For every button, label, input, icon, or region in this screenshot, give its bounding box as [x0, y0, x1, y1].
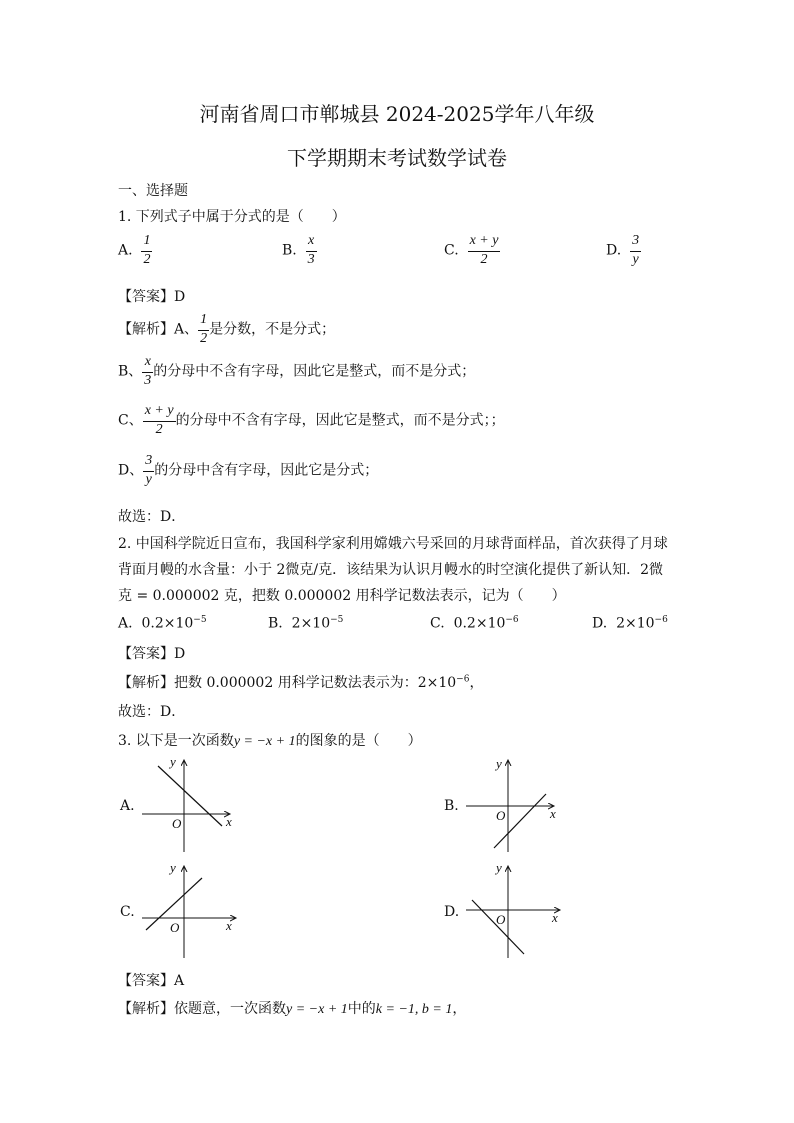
- x-label: x: [550, 806, 556, 821]
- y-label: y: [170, 754, 176, 769]
- origin-label: O: [496, 912, 506, 927]
- function-line: [158, 766, 222, 826]
- q2-analysis: 【解析】把数 0.000002 用科学记数法表示为：$2\times 10^{-6}$，: [118, 674, 484, 691]
- q2-stem-line2: 背面月幔的水含量：小于 2微克/克．该结果为认识月幔水的时空演化提供了新认知．2微: [118, 562, 663, 578]
- q2-option-d: D. $2\times 10^{-6}$: [592, 615, 668, 632]
- q3-graph-d: [460, 858, 570, 958]
- section-heading: 一、选择题: [118, 183, 188, 199]
- q1-answer: 【答案】D: [118, 289, 186, 305]
- x-label: x: [552, 910, 558, 925]
- q1-stem: 1. 下列式子中属于分式的是（ ）: [118, 209, 346, 225]
- q2-option-b: B. $2\times 10^{-5}$: [268, 615, 344, 632]
- q3-graph-b: [460, 752, 570, 852]
- page-title-line1: 河南省周口市郸城县 2024-2025学年八年级: [199, 102, 595, 126]
- q2-answer: 【答案】D: [118, 646, 186, 662]
- q3-graph-a: [136, 752, 246, 852]
- y-label: y: [496, 756, 502, 771]
- q3-option-c-label: C.: [120, 904, 135, 920]
- q1-analysis-d: D、 $\frac{3}{y}$ 的分母中含有字母，因此它是分式；: [118, 453, 379, 487]
- y-label: y: [170, 860, 176, 875]
- q3-option-b-label: B.: [444, 798, 459, 814]
- q1-option-b: B. $\frac{x}{3}$: [282, 233, 315, 267]
- q3-graph-c: [136, 858, 246, 958]
- q3-answer: 【答案】A: [118, 973, 185, 989]
- q2-stem-line3: 克 = 0.000002 克，把数 0.000002 用科学记数法表示，记为（ ）: [118, 588, 566, 604]
- function-line: [472, 900, 524, 954]
- q1-analysis-b: B、 $\frac{x}{3}$ 的分母中不含有字母，因此它是整式，而不是分式；: [118, 354, 476, 388]
- q1-conclusion: 故选：D．: [118, 509, 186, 525]
- q2-option-a: A. $0.2\times 10^{-5}$: [118, 615, 207, 632]
- page-title-line2: 下学期期末考试数学试卷: [287, 146, 507, 170]
- q2-conclusion: 故选：D．: [118, 704, 186, 720]
- origin-label: O: [170, 920, 180, 935]
- q1-option-d: D. $\frac{3}{y}$: [606, 233, 640, 267]
- origin-label: O: [496, 808, 506, 823]
- q3-option-d-label: D.: [444, 904, 460, 920]
- x-label: x: [226, 814, 232, 829]
- q1-analysis-c: C、 $\frac{x + y}{2}$ 的分母中不含有字母，因此它是整式，而不是分式；；: [118, 403, 505, 437]
- q3-analysis: 【解析】依题意，一次函数y = −x + 1中的k = −1, b = 1，: [118, 1001, 467, 1017]
- q1-option-a: A. $\frac{1}{2}$: [118, 233, 151, 267]
- y-label: y: [496, 860, 502, 875]
- q3-stem: 3. 以下是一次函数y = −x + 1的图象的是（ ）: [118, 733, 422, 749]
- q2-option-c: C. $0.2\times 10^{-6}$: [430, 615, 519, 632]
- q3-option-a-label: A.: [120, 798, 135, 814]
- origin-label: O: [172, 816, 182, 831]
- q1-analysis-a: 【解析】A、 $\frac{1}{2}$ 是分数，不是分式；: [118, 312, 336, 346]
- q2-stem-line1: 2. 中国科学院近日宣布，我国科学家利用嫦娥六号采回的月球背面样品，首次获得了月球: [118, 536, 668, 552]
- q1-option-c: C. $\frac{x + y}{2}$: [444, 233, 499, 267]
- x-label: x: [226, 918, 232, 933]
